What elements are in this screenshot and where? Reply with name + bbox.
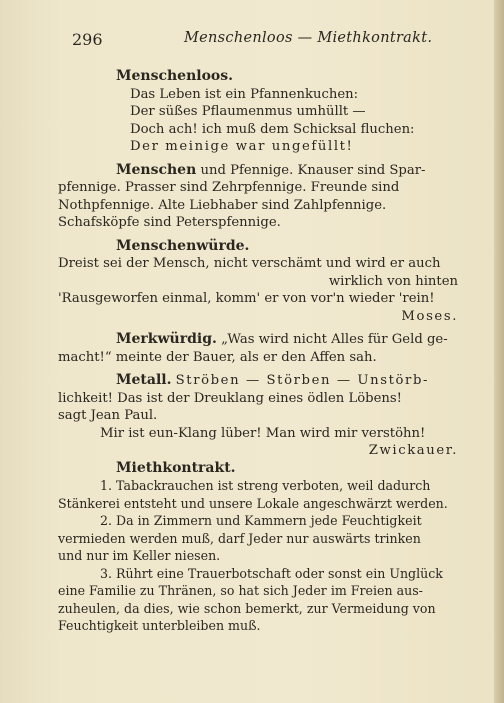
page-header [72, 30, 454, 52]
paragraph-line: zuheulen, da dies, wie schon bemerkt, zur Vermeidung von [58, 600, 436, 616]
author-attribution: Moses. [401, 308, 458, 324]
poem-line: Der süßes Pflaumenmus umhüllt — [130, 104, 366, 119]
section-title-miethkontrakt: Miethkontrakt. [116, 459, 236, 476]
poem-line: Der meinige war ungefüllt! [130, 139, 354, 154]
paragraph-text: Ströben — Störben — Unstörb- [175, 373, 430, 388]
paragraph-line: Feuchtigkeit unterbleiben muß. [58, 618, 261, 633]
paragraph-line: pfennige. Prasser sind Zehrpfennige. Freunde sind [58, 180, 400, 195]
section-title-merkwuerdig: Merkwürdig. [116, 331, 217, 347]
section-title-menschen: Menschen [116, 161, 197, 178]
poem-line: Dreist sei der Mensch, nicht verschämt und wird er auch [58, 256, 441, 271]
paragraph-line: macht!“ meinte der Bauer, als er den Affen sah. [58, 349, 377, 365]
page-number: 296 [72, 30, 103, 49]
poem-line: 'Rausgeworfen einmal, komm' er von vor'n wieder 'rein! [58, 291, 435, 306]
section-title-menschenloos: Menschenloos. [116, 68, 234, 84]
paragraph-line: 3. Rührt eine Trauerbotschaft oder sonst ein Unglück [100, 565, 443, 581]
paragraph-line: und nur im Keller niesen. [58, 548, 221, 563]
paragraph-text: und Pfennige. Knauser sind Spar- [200, 162, 426, 178]
paragraph-line: Mir ist eun-Klang lüber! Man wird mir verstöhn! [100, 425, 426, 441]
paragraph-line: Stänkerei entsteht und unsere Lokale angeschwärzt werden. [58, 495, 448, 511]
paragraph-line [58, 372, 476, 390]
poem-line: wirklich von hinten [328, 273, 458, 289]
page-body [58, 68, 476, 635]
poem-line: Das Leben ist ein Pfannenkuchen: [130, 86, 359, 102]
paragraph-line [58, 162, 476, 180]
section-title-menschenwuerde: Menschenwürde. [116, 237, 250, 254]
paragraph-line [58, 331, 476, 349]
paragraph-line: sagt Jean Paul. [58, 408, 158, 423]
poem-line: Doch ach! ich muß dem Schicksal fluchen: [130, 121, 415, 137]
author-attribution: Zwickauer. [368, 443, 458, 458]
running-title: Menschenloos — Miethkontrakt. [184, 30, 433, 46]
page-edge [494, 0, 504, 703]
paragraph-line: lichkeit! Das ist der Dreuklang eines ödlen Löbens! [58, 390, 402, 406]
paragraph-line: vermieden werden muß, darf Jeder nur auswärts trinken [58, 530, 421, 546]
paragraph-line: Schafsköpfe sind Peterspfennige. [58, 215, 281, 230]
paragraph-line: 2. Da in Zimmern und Kammern jede Feuchtigkeit [100, 513, 422, 528]
paragraph-line: Nothpfennige. Alte Liebhaber sind Zahlpfennige. [58, 197, 387, 213]
paragraph-line: eine Familie zu Thränen, so hat sich Jeder im Freien aus- [58, 583, 423, 598]
section-title-metall: Metall. [116, 372, 172, 388]
paragraph-line: 1. Tabackrauchen ist streng verboten, weil dadurch [100, 478, 431, 493]
paragraph-text: „Was wird nicht Alles für Geld ge- [221, 332, 448, 347]
